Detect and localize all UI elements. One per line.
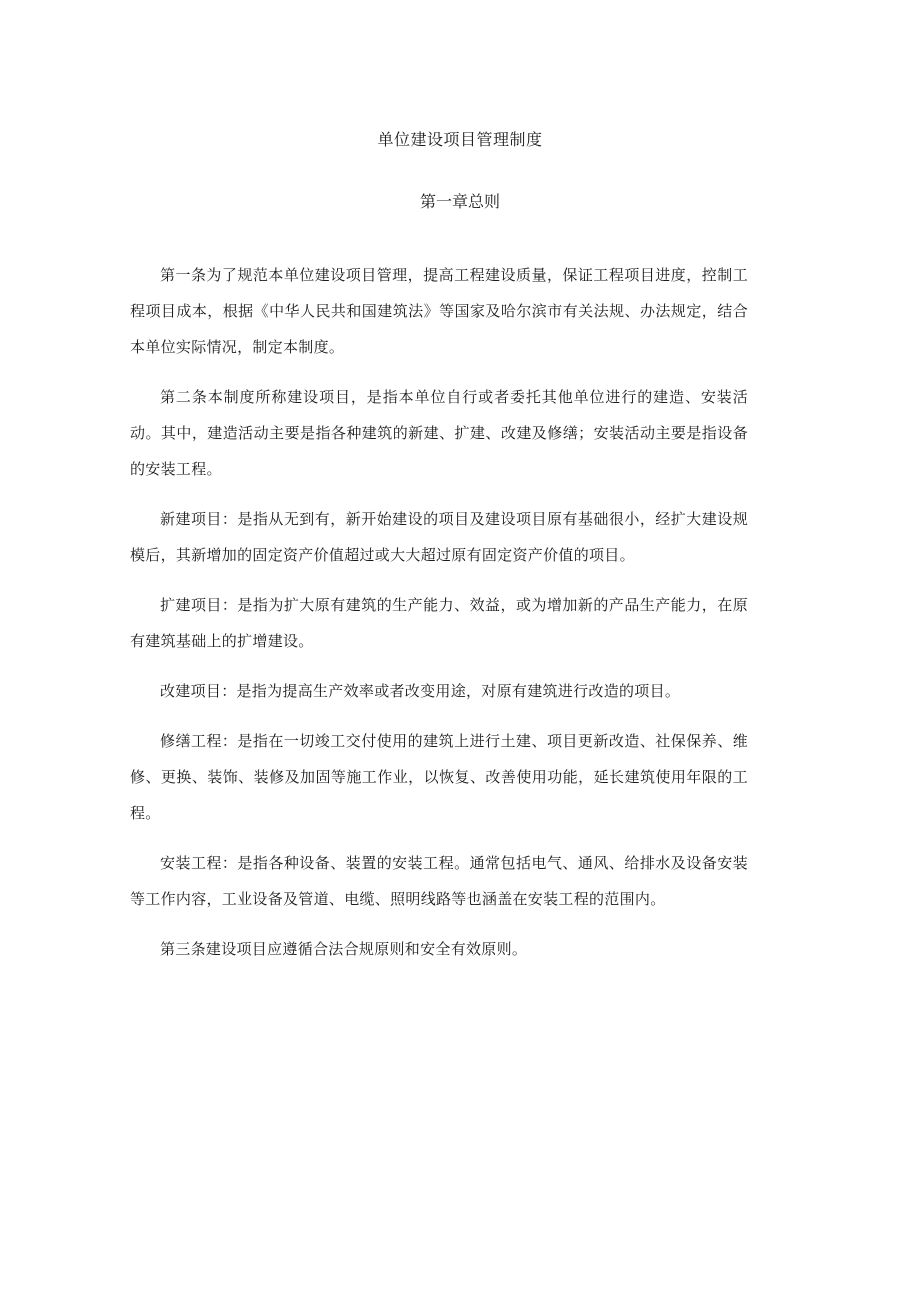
chapter-title: 第一章总则 (419, 192, 500, 211)
paragraph-repair: 修缮工程：是指在一切竣工交付使用的建筑上进行土建、项目更新改造、社保保养、维修、更换、装饰、装修及加固等施工作业，以恢复、改善使用功能，延长建筑使用年限的工程。 (130, 732, 748, 822)
document-title: 单位建设项目管理制度 (377, 130, 543, 149)
paragraph-installation: 安装工程：是指各种设备、装置的安装工程。通常包括电气、通风、给排水及设备安装等工作内容，工业设备及管道、电缆、照明线路等也涵盖在安装工程的范围内。 (130, 854, 748, 908)
paragraph-article-2: 第二条本制度所称建设项目，是指本单位自行或者委托其他单位进行的建造、安装活动。其中，建造活动主要是指各种建筑的新建、扩建、改建及修缮；安装活动主要是指设备的安装工程。 (130, 388, 748, 478)
paragraph-renovation: 改建项目：是指为提高生产效率或者改变用途，对原有建筑进行改造的项目。 (160, 682, 681, 700)
document-body (130, 257, 748, 981)
paragraph-new-construction: 新建项目：是指从无到有，新开始建设的项目及建设项目原有基础很小，经扩大建设规模后，其新增加的固定资产价值超过或大大超过原有固定资产价值的项目。 (130, 510, 748, 564)
paragraph-article-3: 第三条建设项目应遵循合法合规原则和安全有效原则。 (160, 940, 528, 958)
paragraph-article-1: 第一条为了规范本单位建设项目管理，提高工程建设质量，保证工程项目进度，控制工程项目成本，根据《中华人民共和国建筑法》等国家及哈尔滨市有关法规、办法规定，结合本单位实际情况，制定本制度。 (130, 266, 748, 356)
paragraph-expansion: 扩建项目：是指为扩大原有建筑的生产能力、效益，或为增加新的产品生产能力，在原有建筑基础上的扩增建设。 (130, 596, 748, 650)
